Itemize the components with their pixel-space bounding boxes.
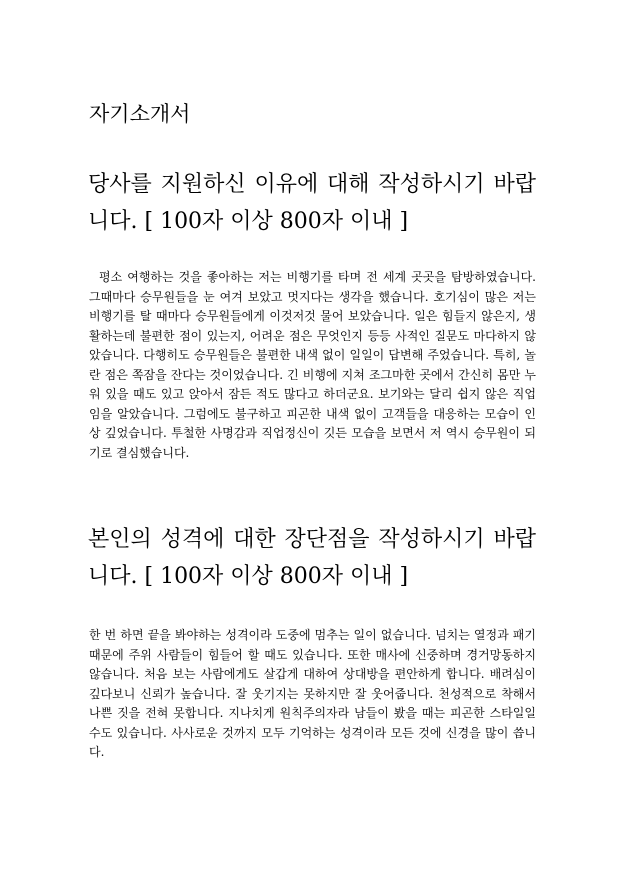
question-heading-motivation: 당사를 지원하신 이유에 대해 작성하시기 바랍니다. [ 100자 이상 800자 이내 ] (88, 172, 536, 234)
answer-paragraph-personality: 한 번 하면 끝을 봐야하는 성격이라 도중에 멈추는 일이 없습니다. 넘치는 열정과 패기 때문에 주위 사람들이 힘들어 할 때도 있습니다. 또한 매사에 신중하며 경거망동하지 않습니다. 처음 보는 사람에게도 살갑게 대하여 상대방을 편안하게 합니다. 배려심이 깊다보니 신뢰가 높습니다. 잘 웃기지는 못하지만 잘 웃어줍니다. 천성적으로 착해서 나쁜 짓을 전혀 못합니다. 지나치게 원칙주의자라 남들이 봤을 때는 피곤한 스타일일수도 있습니다. 사사로운 것까지 모두 기억하는 성격이라 모든 것에 신경을 많이 씁니다. (89, 628, 536, 759)
document-title: 자기소개서 (89, 102, 191, 126)
answer-paragraph-motivation: 평소 여행하는 것을 좋아하는 저는 비행기를 타며 전 세계 곳곳을 탐방하였습니다. 그때마다 승무원들을 눈 여겨 보았고 멋지다는 생각을 했습니다. 호기심이 많은 저는 비행기를 탈 때마다 승무원들에게 이것저것 물어 보았습니다. 일은 힘들지 않은지, 생활하는데 불편한 점이 있는지, 어려운 점은 무엇인지 등등 사적인 질문도 마다하지 않았습니다. 다행히도 승무원들은 불편한 내색 없이 일일이 답변해 주었습니다. 특히, 놀란 점은 쪽잠을 잔다는 것이었습니다. 긴 비행에 지쳐 조그마한 곳에서 간신히 몸만 누워 있을 때도 있고 앉아서 잠든 적도 많다고 하더군요. 보기와는 달리 쉽지 않은 직업임을 알았습니다. 그럼에도 불구하고 피곤한 내색 없이 고객들을 대응하는 모습이 인상 깊었습니다. 투철한 사명감과 직업정신이 깃든 모습을 보면서 저 역시 승무원이 되기로 결심했습니다. (89, 270, 536, 460)
question-heading-personality: 본인의 성격에 대한 장단점을 작성하시기 바랍니다. [ 100자 이상 800자 이내 ] (88, 527, 536, 589)
